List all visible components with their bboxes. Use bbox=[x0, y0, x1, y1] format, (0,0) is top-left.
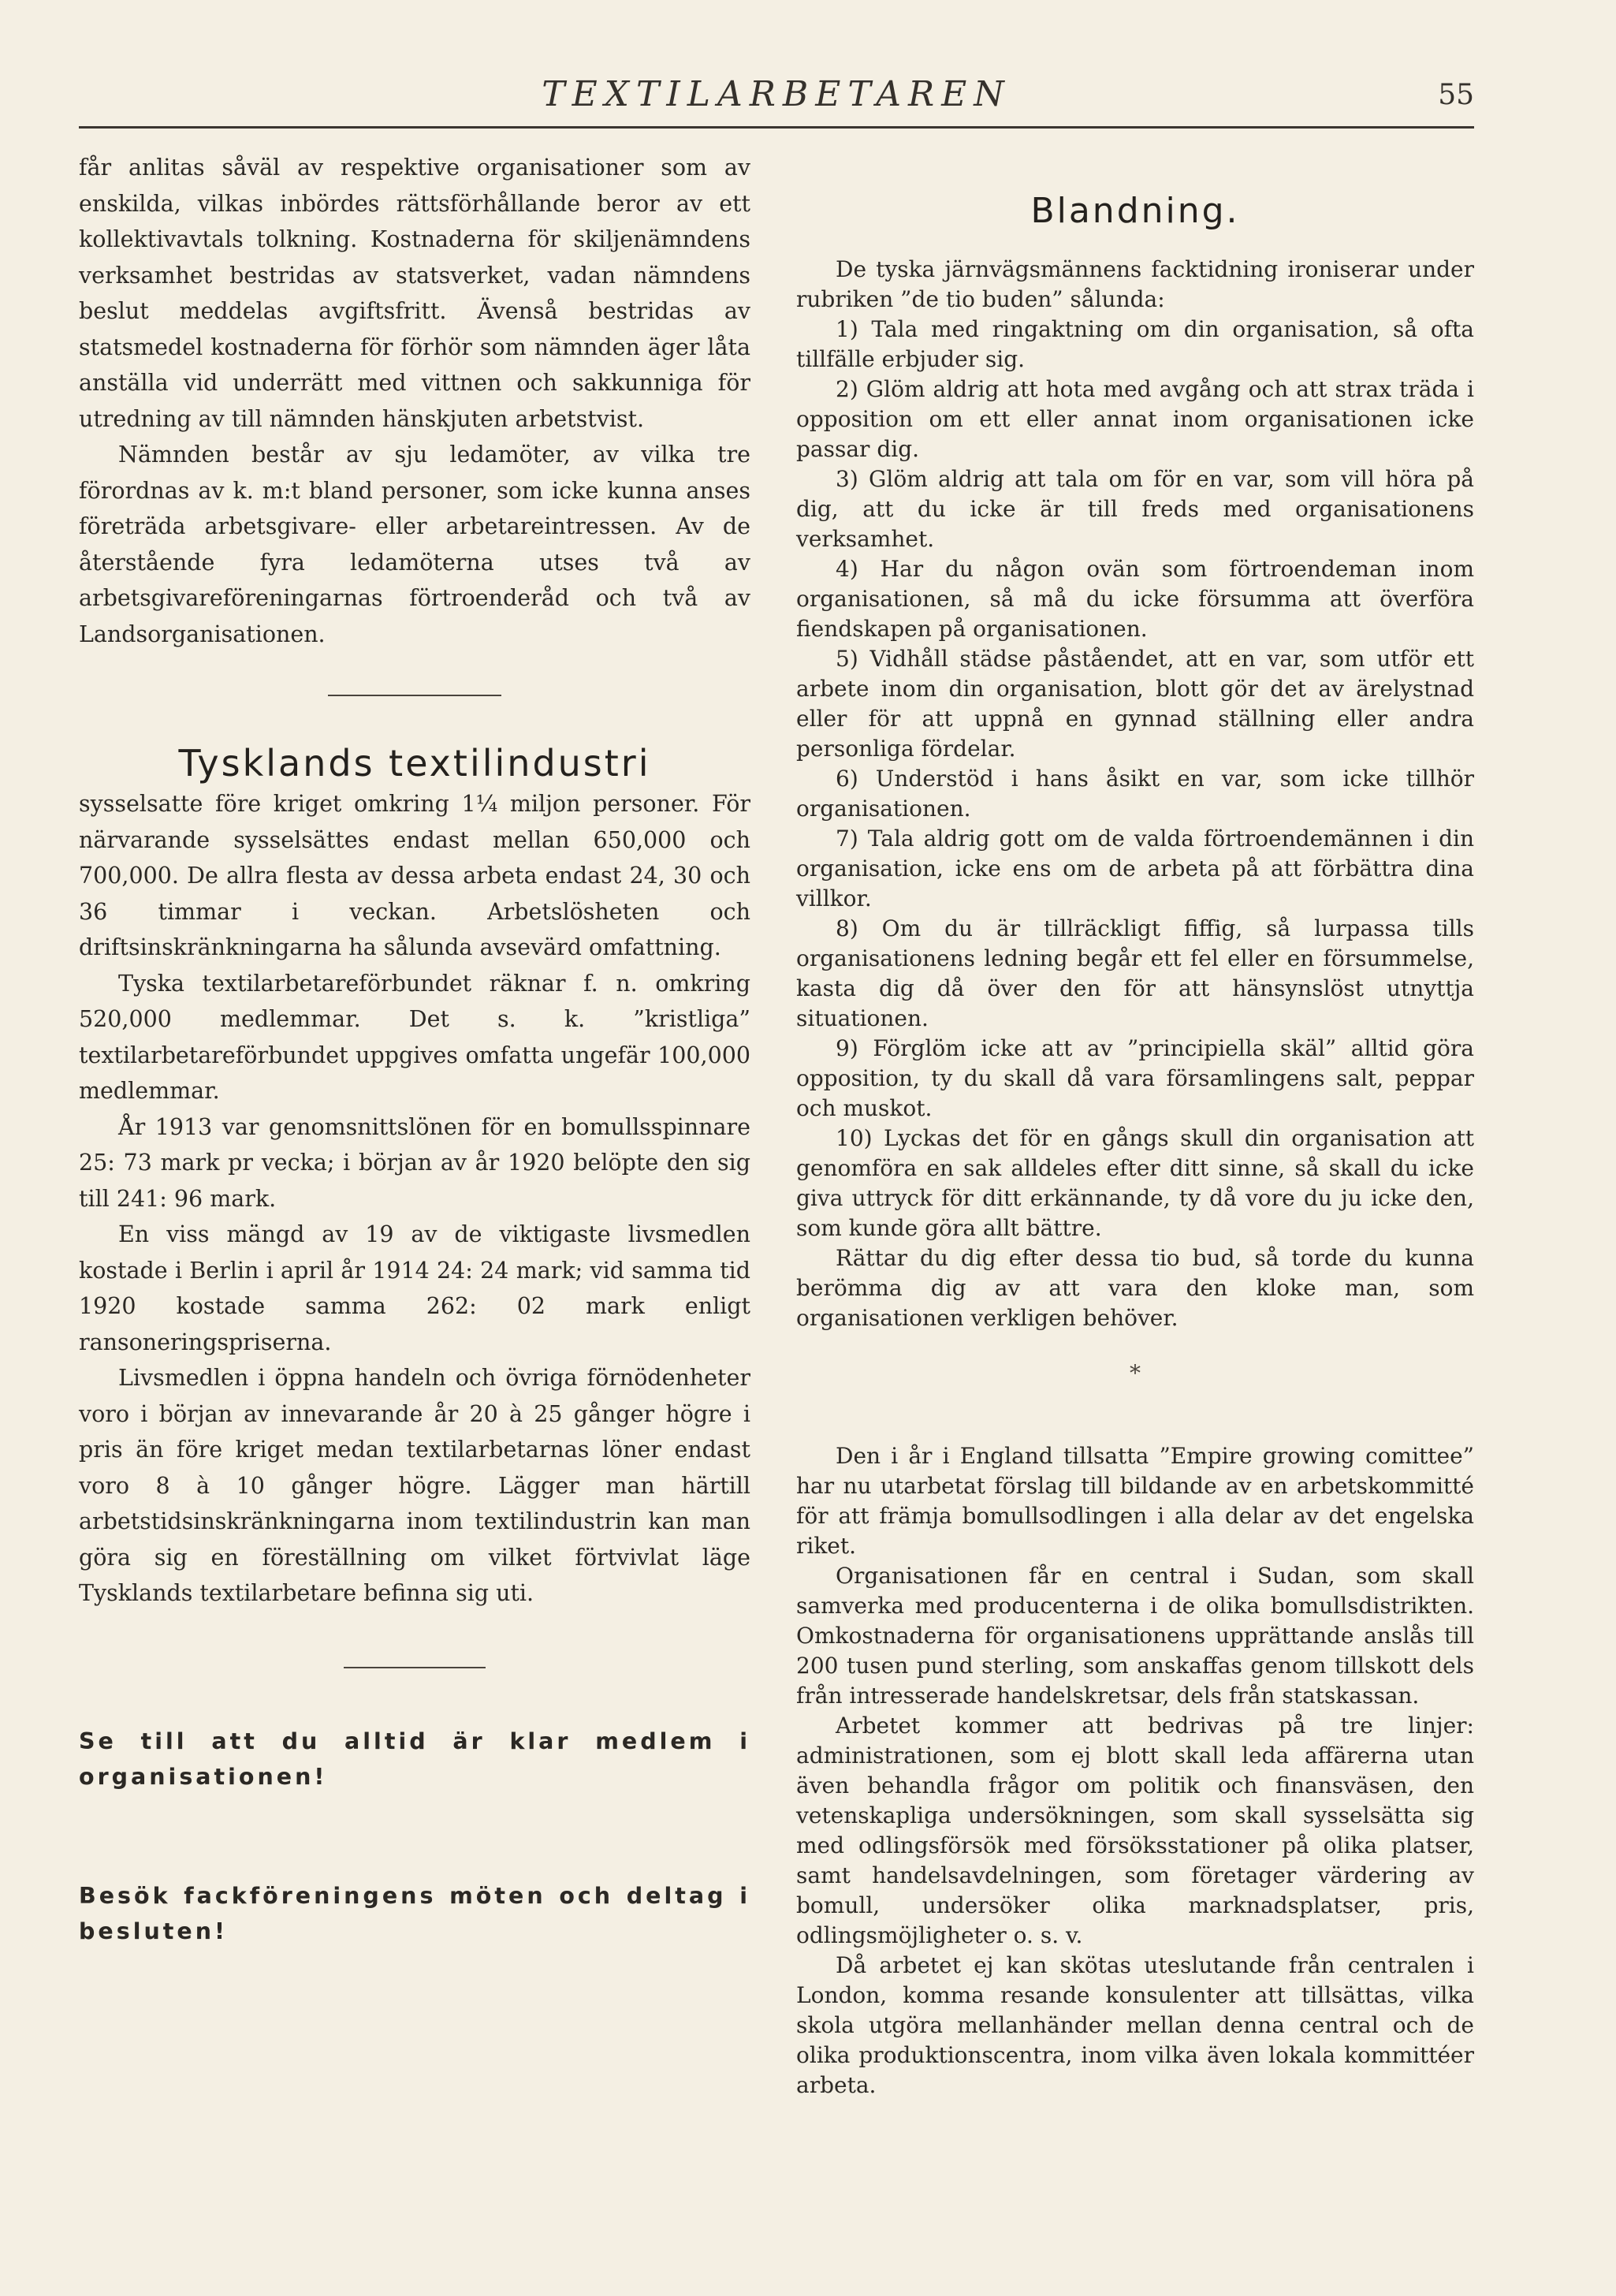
article-heading-tysklands-textilindustri: Tysklands textilindustri bbox=[178, 742, 651, 785]
article-paragraph: År 1913 var genomsnittslönen för en bomullsspinnare 25: 73 mark pr vecka; i början av år 1920 belöpte den sig till 241: 96 mark. bbox=[79, 1113, 750, 1212]
continued-paragraph: får anlitas såväl av respektive organisationer som av enskilda, vilkas inbördes rättsförhållande beror av ett kollektivavtals tolkning. Kostnaderna för skiljenämndens verksamhet bestridas av statsverket, vadan nämndens beslut meddelas avgiftsfritt. Ävenså bestridas av statsmedel kostnaderna för förhör som nämnden äger låta anställa vid underrätt med vittnen och sakkunniga för utredning av till nämnden hänskjuten arbetstvist. bbox=[79, 155, 750, 432]
slogan-meetings: Besök fackföreningens möten och deltag i besluten! bbox=[79, 1882, 750, 1944]
left-column bbox=[79, 150, 750, 1950]
body-paragraph: Nämnden består av sju ledamöter, av vilka tre förordnas av k. m:t bland personer, som icke kunna anses företräda arbetsgivare- eller arbetareintressen. Av de återstående fyra ledamöterna utses två av arbetsgivareföreningarnas förtroenderåd och två av Landsorganisationen. bbox=[79, 442, 750, 647]
england-paragraph: Arbetet kommer att bedrivas på tre linjer: administrationen, som ej blott skall leda affärerna utan även behandla frågor om politik och finansväsen, den vetenskapliga undersökningen, som skall sysselsätta sig med odlingsförsök med försöksstationer på olika platser, samt handelsavdelningen, som företager värdering av bomull, undersöker olika marknadsplatser, pris, odlingsmöjligheter o. s. v. bbox=[796, 1713, 1474, 1948]
section-heading-blandning: Blandning. bbox=[1030, 191, 1240, 231]
slogan-membership: Se till att du alltid är klar medlem i organisationen! bbox=[79, 1728, 750, 1790]
commandment-item: 1) Tala med ringaktning om din organisation, så ofta tillfälle erbjuder sig. bbox=[796, 316, 1474, 372]
page-number: 55 bbox=[1438, 79, 1474, 111]
commandment-item: 6) Understöd i hans åsikt en var, som icke tillhör organisationen. bbox=[796, 766, 1474, 822]
intro-paragraph: De tyska järnvägsmännens facktidning ironiserar under rubriken ”de tio buden” sålunda: bbox=[796, 256, 1474, 312]
commandment-item: 3) Glöm aldrig att tala om för en var, som vill höra på dig, att du icke är till freds med organisationens verksamhet. bbox=[796, 466, 1474, 552]
commandment-item: 9) Förglöm icke att av ”principiella skäl” alltid göra opposition, ty du skall då vara församlingens salt, peppar och muskot. bbox=[796, 1035, 1474, 1121]
england-paragraph: Organisationen får en central i Sudan, som skall samverka med producenterna i de olika bomullsdistrikten. Omkostnaderna för organisationens upprättande anslås till 200 tusen pund sterling, som anskaffas genom tillskott dels från intresserade handelskretsar, dels från statskassan. bbox=[796, 1563, 1474, 1709]
england-paragraph: Den i år i England tillsatta ”Empire growing comittee” har nu utarbetat förslag till bildande av en arbetskommitté för att främja bomullsodlingen i alla delar av det engelska riket. bbox=[796, 1443, 1474, 1559]
commandment-item: 5) Vidhåll städse påståendet, att en var, som utför ett arbete inom din organisation, blott gör det av ärelystnad eller för att uppnå en gynnad ställning eller andra personliga fördelar. bbox=[796, 646, 1474, 762]
right-column bbox=[796, 150, 1474, 2100]
page-header bbox=[79, 68, 1474, 128]
article-paragraph: Livsmedlen i öppna handeln och övriga förnödenheter voro i början av innevarande år 20 à 25 gånger högre i pris än före kriget medan textilarbetarnas löner endast voro 8 à 10 gånger högre. Lägger man härtill arbetstidsinskränkningarna inom textilindustrin kan man göra sig en föreställning om vilket förtvivlat läge Tysklands textilarbetare befinna sig uti. bbox=[79, 1365, 750, 1606]
commandment-item: 10) Lyckas det för en gångs skull din organisation att genomföra en sak alldeles efter ditt sinne, så skall du icke giva uttryck för ditt erkännande, ty då vore du ju icke den, som kunde göra allt bättre. bbox=[796, 1125, 1474, 1241]
article-paragraph: sysselsatte före kriget omkring 1¼ miljon personer. För närvarande sysselsättes endast mellan 650,000 och 700,000. De allra flesta av dessa arbeta endast 24, 30 och 36 timmar i veckan. Arbetslösheten och driftsinskränkningarna ha sålunda avsevärd omfattning. bbox=[79, 791, 750, 960]
spacer bbox=[79, 1795, 750, 1878]
article-paragraph: Tyska textilarbetareförbundet räknar f. n. omkring 520,000 medlemmar. Det s. k. ”kristliga” textilarbetareförbundet uppgives omfatta ungefär 100,000 medlemmar. bbox=[79, 970, 750, 1104]
header-rule bbox=[79, 126, 1474, 129]
commandment-item: 2) Glöm aldrig att hota med avgång och att strax träda i opposition om ett eller annat inom organisationen icke passar dig. bbox=[796, 376, 1474, 462]
section-divider bbox=[328, 695, 501, 696]
commandment-item: 4) Har du någon ovän som förtroendeman inom organisationen, så må du icke försumma att överföra fiendskapen på organisationen. bbox=[796, 556, 1474, 642]
magazine-title: TEXTILARBETAREN bbox=[542, 74, 1011, 114]
article-paragraph: En viss mängd av 19 av de viktigaste livsmedlen kostade i Berlin i april år 1914 24: 24 mark; vid samma tid 1920 kostade samma 262: 02 mark enligt ransoneringspriserna. bbox=[79, 1221, 750, 1355]
section-divider bbox=[344, 1667, 486, 1668]
commandment-item: 8) Om du är tillräckligt fiffig, så lurpassa tills organisationens ledning begår ett fel eller en försummelse, kasta dig då över den för att hänsynslöst utnyttja situationen. bbox=[796, 915, 1474, 1031]
asterisk-separator: * bbox=[1130, 1360, 1141, 1386]
commandment-item: 7) Tala aldrig gott om de valda förtroendemännen i din organisation, icke ens om de arbeta på att förbättra dina villkor. bbox=[796, 826, 1474, 911]
closing-paragraph: Rättar du dig efter dessa tio bud, så torde du kunna berömma dig av att vara den kloke man, som organisationen verkligen behöver. bbox=[796, 1245, 1474, 1331]
england-paragraph: Då arbetet ej kan skötas uteslutande från centralen i London, komma resande konsulenter att tillsättas, vilka skola utgöra mellanhänder mellan denna central och de olika produktionscentra, inom vilka även lokala kommittéer arbeta. bbox=[796, 1952, 1474, 2098]
